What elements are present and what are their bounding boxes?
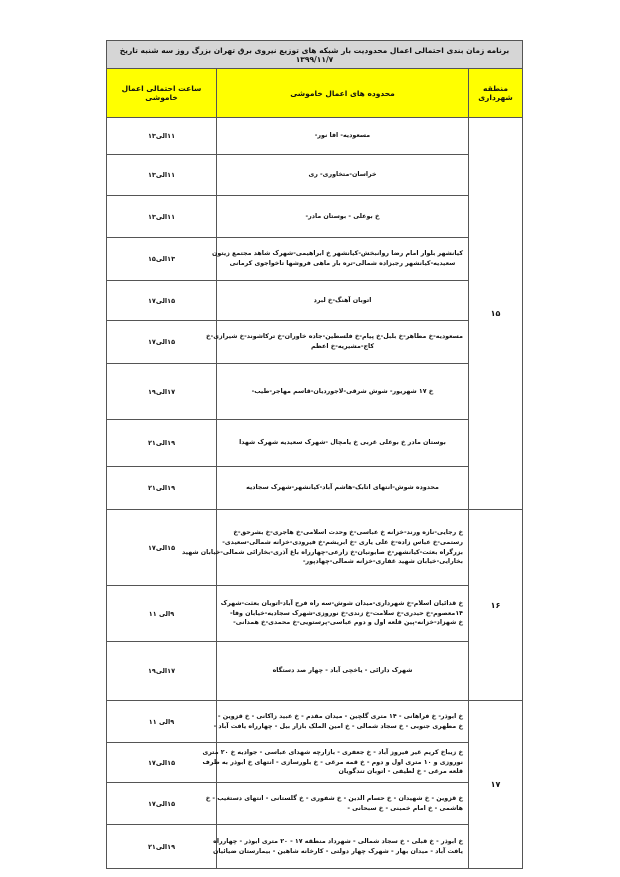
area-line: خراسان-متخاوری- ری xyxy=(308,171,377,179)
area-line: محدوده شوش-انتهای اتابک-هاشم آباد-کیانشهر-شهرک سجادیه xyxy=(246,484,439,492)
time-cell: ۱۹الی۲۱ xyxy=(107,467,217,510)
time-cell: ۱۹الی۲۱ xyxy=(107,825,217,869)
area-line: کیانشهر بلوار امام رضا روانبخش-کیانشهر خ ابراهیمی-شهرک شاهد مجتمع زیتون xyxy=(211,250,463,258)
time-cell: ۱۵الی۱۷ xyxy=(107,321,217,364)
area-cell xyxy=(217,586,469,642)
area-cell xyxy=(217,364,469,420)
area-line: بزرگراه بعثت-کیانشهر-خ صابونیان-خ زارعی-چهارراه باغ آذری-بخارائی شمالی-خیابان شهید xyxy=(181,548,463,556)
area-line: ۱۴معصوم-خ حیدری-خ سلامت-خ زندی-خ نوروزی-شهرک سجادیه-خیابان وفا- xyxy=(229,609,463,617)
header-row xyxy=(107,69,523,118)
area-line: رستمی-خ عباس زاده-خ علی یاری -خ ابریشم-خ فیرودی-خزانه شمالی-سعیدی- xyxy=(222,538,463,546)
table-row xyxy=(107,118,523,155)
table-row xyxy=(107,642,523,701)
table-row xyxy=(107,321,523,364)
area-line: اتوبان آهنگ-خ لبرد xyxy=(313,296,372,304)
time-cell: ۱۵الی۱۷ xyxy=(107,281,217,321)
area-line: نوروزی و ۱۰ متری اول و دوم - خ قمه مرغی - خ بلورسازی - انتهای خ ابوذر به طرف xyxy=(202,758,463,766)
table-row xyxy=(107,467,523,510)
time-cell: ۱۵الی۱۷ xyxy=(107,743,217,783)
area-cell xyxy=(217,196,469,238)
title-row xyxy=(107,41,523,69)
time-cell: ۱۱الی۱۳ xyxy=(107,155,217,196)
area-line: مسعودیه-خ مطاهر-خ بلبل-خ پیام-خ فلسطین-جاده خاوران-خ ترکاشوند-خ شیرازی-خ xyxy=(206,333,463,341)
area-cell xyxy=(211,238,469,281)
table-row xyxy=(107,196,523,238)
document-title: برنامه زمان بندی احتمالی اعمال محدودیت بار شبکه های توزیع نیروی برق تهران بزرگ روز سه شنبه تاریخ ۱۳۹۹/۱۱/۷ xyxy=(107,41,523,69)
time-cell: ۱۱الی۱۳ xyxy=(107,118,217,155)
area-line: بخارایی-خیابان شهید غفاری-خزانه شمالی-چهادپور- xyxy=(302,558,463,566)
area-cell xyxy=(202,743,469,783)
area-cell xyxy=(205,783,469,825)
table-row xyxy=(107,783,523,825)
time-cell: ۹الی ۱۱ xyxy=(107,701,217,743)
area-line: خ مطهری جنوبی - خ سجاد شمالی - خ امین الملک بازار بیل - چهارراه یافت آباد - xyxy=(213,722,463,730)
area-line: مسعودیه- افا نور- xyxy=(314,132,371,140)
area-line: سعیدیه-کیانشهر رجبزاده شمالی-تره بار ماهی فروشها تاخواجوی کرمانی xyxy=(229,260,456,267)
area-line: خ ۱۷ شهریور- شوش شرقی-لاجوردیان-قاسم مهاجر-طیب- xyxy=(251,387,434,395)
time-cell: ۱۳الی۱۵ xyxy=(107,238,217,281)
schedule-body xyxy=(107,118,523,869)
area-line: خ بوعلی - بوستان مادر- xyxy=(305,212,380,220)
area-line: قلعه مرغی - خ لطیفی - اتوبان تندگویان xyxy=(338,768,463,776)
area-cell xyxy=(217,281,469,321)
time-cell: ۱۷الی۱۹ xyxy=(107,642,217,701)
area-cell xyxy=(213,701,469,743)
table-row xyxy=(107,238,523,281)
time-cell: ۱۹الی۲۱ xyxy=(107,420,217,467)
table-row xyxy=(107,364,523,420)
area-line: خ ابوذر- خ فراهانی - ۱۴ متری گلچین - میدان مقدم - خ عبید زاکانی - خ قزوین - xyxy=(217,712,463,720)
table-row xyxy=(107,825,523,869)
area-cell xyxy=(181,510,469,586)
area-cell xyxy=(217,118,469,155)
area-line: خ زیباخ کریم غیر فیروز آباد - خ جعفری - بازارچه شهدای عباسی - جواديه خ ۲۰ متری xyxy=(202,748,463,756)
time-cell: ۱۱الی۱۳ xyxy=(107,196,217,238)
time-cell: ۱۵الی۱۷ xyxy=(107,510,217,586)
area-line: شهرک دارائی - یاخچی آباد - چهار صد دستگاه xyxy=(272,667,413,675)
outage-schedule-table xyxy=(106,40,523,869)
region-cell: ۱۷ xyxy=(469,701,523,869)
time-cell: ۱۵الی۱۷ xyxy=(107,783,217,825)
time-cell: ۹الی ۱۱ xyxy=(107,586,217,642)
table-row xyxy=(107,281,523,321)
area-line: بوستان مادر خ بوعلی غربی خ یامچال -شهرک سعیدیه شهرک شهدا xyxy=(239,439,446,447)
area-cell xyxy=(206,321,469,364)
area-line: خ رجایی-نازه ورند-خزانه خ عباسی-خ وحدت اسلامی-خ هاجری-خ بشرحق-خ xyxy=(233,529,463,536)
table-row xyxy=(107,701,523,743)
area-line: یافت آباد - میدان بهار - شهرک چهار دولتی - کارخانه شاهین - بیمارستان ضیائیان xyxy=(212,847,463,855)
area-line: خ قدائیان اسلام-خ شهرداری-میدان شوش-سه راه فرح آباد-اتوبان بعثت-شهرک xyxy=(220,599,463,607)
area-cell xyxy=(217,467,469,510)
table-row xyxy=(107,586,523,642)
area-line: کاج-مشیریه-خ اعظم xyxy=(310,343,375,350)
region-cell: ۱۶ xyxy=(469,510,523,701)
schedule-sheet xyxy=(106,40,522,869)
area-cell xyxy=(212,825,469,869)
area-line: خ شهزاد-خزانه-پین قلعه اول و دوم عباسی-پرستویی-خ محمدی-خ همدانی- xyxy=(233,619,463,627)
table-row xyxy=(107,155,523,196)
table-row xyxy=(107,420,523,467)
area-cell xyxy=(217,420,469,467)
table-row xyxy=(107,743,523,783)
time-cell: ۱۷الی۱۹ xyxy=(107,364,217,420)
area-cell xyxy=(217,155,469,196)
header-time: ساعت احتمالی اعمال خاموشی xyxy=(107,69,217,118)
header-areas: محدوده های اعمال خاموشی xyxy=(217,69,469,118)
region-cell: ۱۵ xyxy=(469,118,523,510)
table-row xyxy=(107,510,523,586)
area-line: خ قزوین - خ شهیدان - خ حسام الدین - خ شفوری - خ گلستانی - انتهای دستغیب - خ xyxy=(205,794,463,802)
area-line: هاشمی - خ امام خمینی - خ سبحانی - xyxy=(347,804,463,812)
header-region: منطقه شهرداری xyxy=(469,69,523,118)
area-cell xyxy=(217,642,469,701)
area-line: خ ابوذر - خ قبلی - خ سجاد شمالی - شهرداد منطقه ۱۷ - ۲۰ متری ابوذر - چهارراه xyxy=(213,837,463,845)
